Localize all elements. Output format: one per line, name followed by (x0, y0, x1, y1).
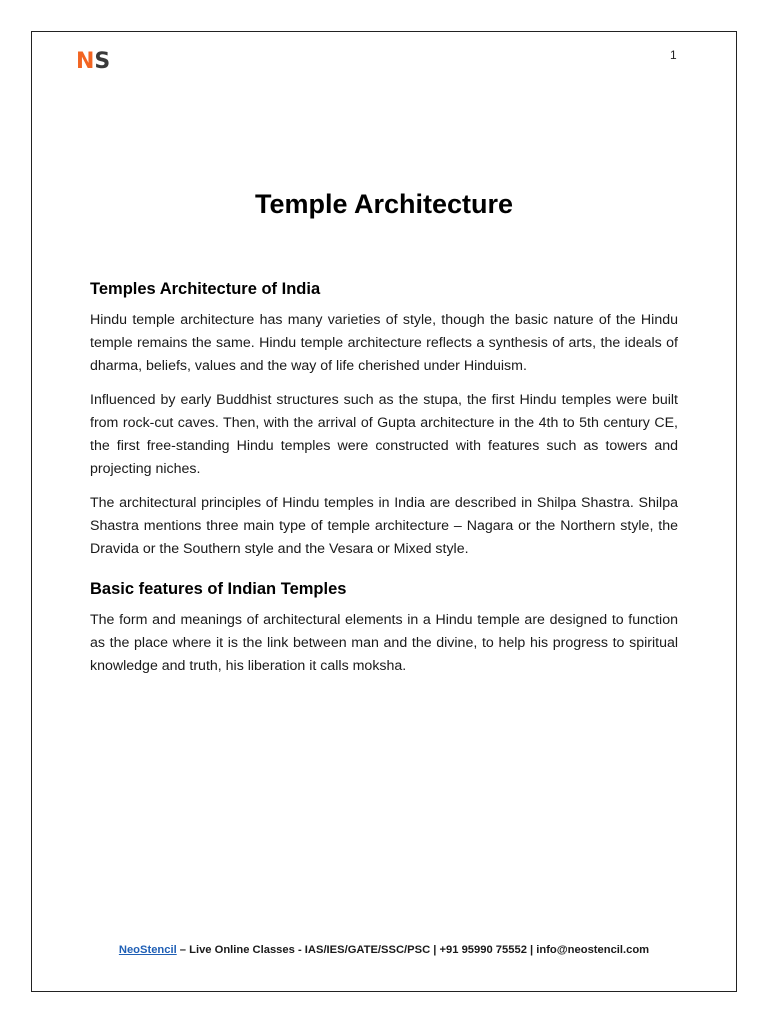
document-title: Temple Architecture (254, 189, 514, 219)
section-heading-temples-architecture: Temples Architecture of India (90, 280, 321, 298)
paragraph: Influenced by early Buddhist structures such as the stupa, the first Hindu temples were built from rock-cut caves. Then, with the arrival of Gupta architecture in the 4th to 5th century CE, the first free-standing Hindu temples were constructed with features such as towers and projecting niches. (90, 392, 678, 477)
paragraph: The architectural principles of Hindu temples in India are described in Shilpa Shastra. Shilpa Shastra mentions three main type of temple architecture – Nagara or the Northern style, the Dravida or the Southern style and the Vesara or Mixed style. (90, 495, 678, 557)
footer-contact-text: – Live Online Classes - IAS/IES/GATE/SSC/PSC | +91 95990 75552 | info@neostencil.com (176, 944, 650, 956)
logo-letter-n: N (76, 49, 95, 74)
document-body (90, 277, 678, 689)
page-number: 1 (670, 48, 677, 62)
paragraph: Hindu temple architecture has many varieties of style, though the basic nature of the Hindu temple remains the same. Hindu temple architecture reflects a synthesis of arts, the ideals of dharma, beliefs, values and the way of life cherished under Hinduism. (90, 312, 678, 374)
page-footer (31, 944, 737, 956)
logo-letter-s: S (94, 49, 111, 74)
neostencil-link[interactable]: NeoStencil (118, 944, 177, 956)
paragraph: The form and meanings of architectural elements in a Hindu temple are designed to function as the place where it is the link between man and the divine, to help his progress to spiritual knowledge and truth, his liberation it calls moksha. (90, 612, 678, 674)
neostencil-logo (76, 48, 110, 76)
section-heading-basic-features: Basic features of Indian Temples (90, 580, 347, 598)
